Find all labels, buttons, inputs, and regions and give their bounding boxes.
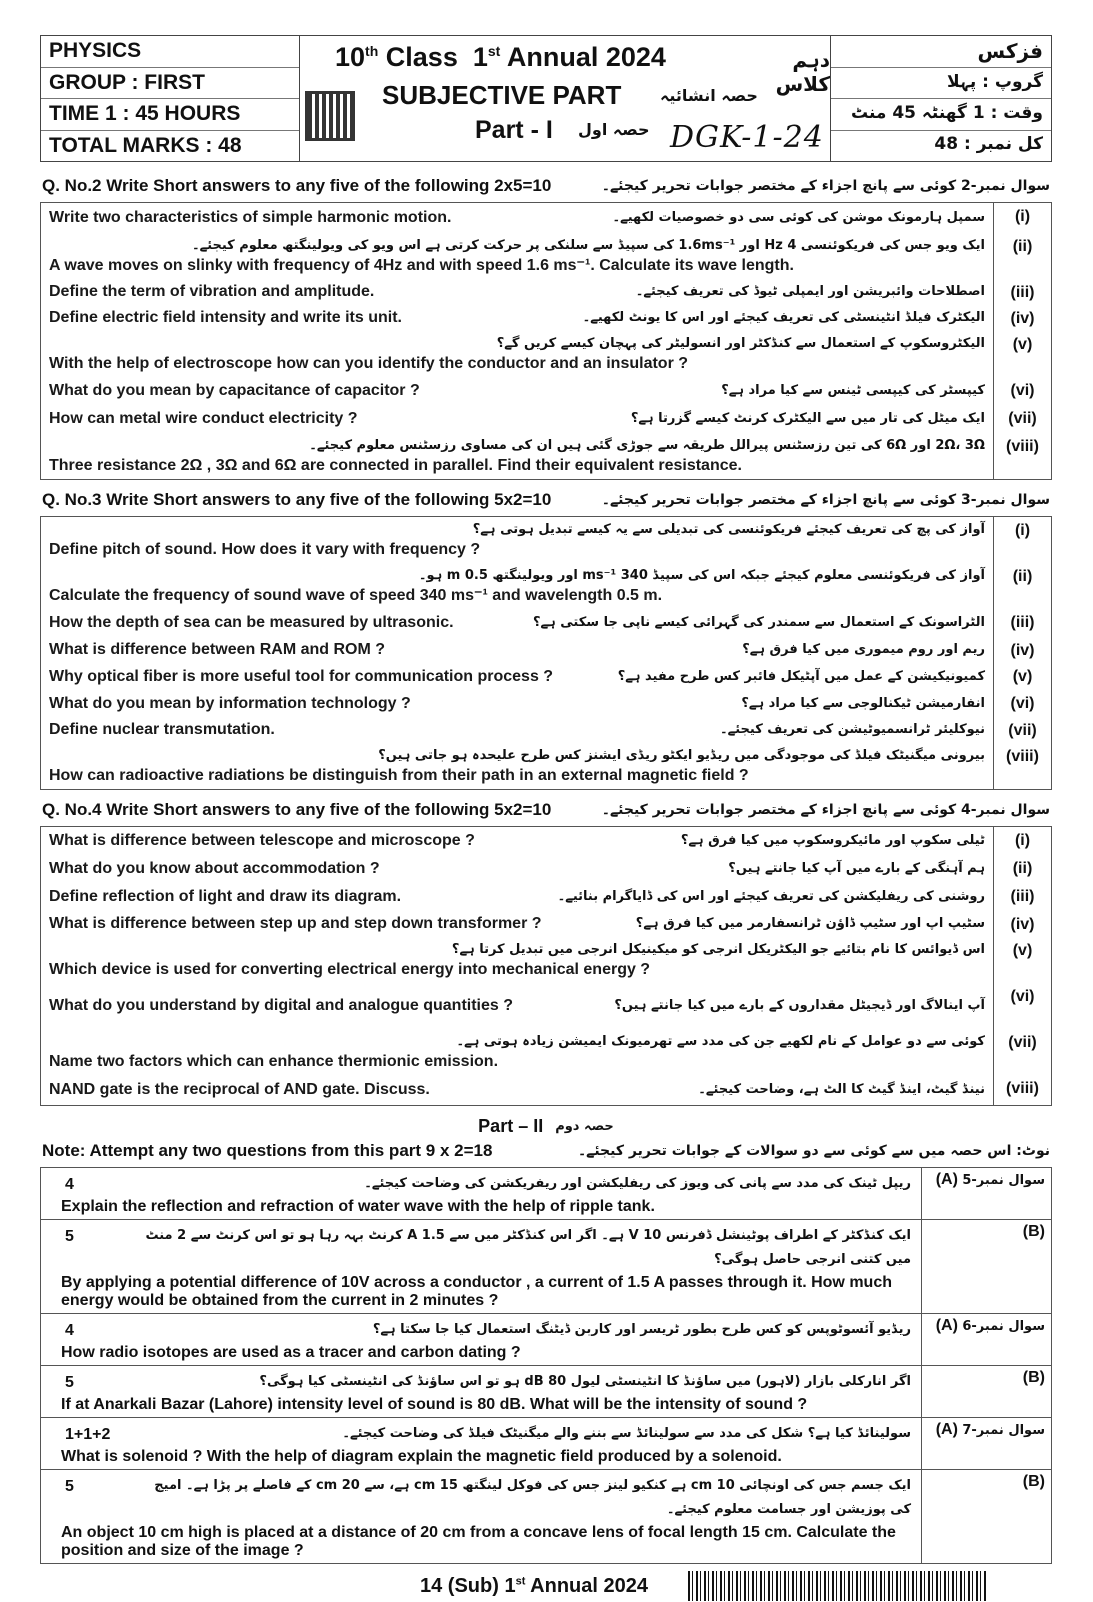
question-urdu: ریپل ٹینک کی مدد سے پانی کی ویوز کی ریفلیکشن اور ریفریکشن کی وضاحت کیجئے۔ [364,1176,911,1191]
annual-number: 1 [472,42,488,72]
group: GROUP : FIRST [41,68,299,100]
class-word: Class [385,42,458,72]
question-urdu: ٹیلی سکوپ اور مائیکروسکوپ میں کیا فرق ہے؟ [680,833,985,848]
question-english: What is difference between telescope and microscope ? [49,832,475,849]
question-english: Name two factors which can enhance thermionic emission. [49,1053,499,1070]
question-item [41,563,1051,609]
question-number: (ii) [993,563,1051,609]
question-item [41,937,1051,983]
question-item [41,331,1051,377]
question-english: What is difference between RAM and ROM ? [49,641,386,658]
question-number: (i) [993,827,1051,855]
question-urdu: ایک جسم جس کی اونچائی 10 cm ہے کنکیو لینز جس کی فوکل لینگتھ 15 cm ہے، سے 20 cm کے فاصلے پر پڑا ہے۔ امیج کی پوزیشن اور جسامت معلوم کیجئے۔ [154,1478,911,1517]
q2-questions [40,202,1052,480]
time-urdu: وقت : 1 گھنٹہ 45 منٹ [831,99,1051,131]
question-part: (A) [935,1171,958,1188]
question-urdu: ایک ویو جس کی فریکوئنسی 4 Hz اور 1.6ms⁻¹ کی سپیڈ سے سلنکی پر حرکت کرتی ہے اس ویو کی ویولینگتھ معلوم کیجئے۔ [191,238,985,253]
part-one: Part - I [475,116,553,144]
question-urdu: اصطلاحات وائبریشن اور ایمپلی ٹیوڈ کی تعریف کیجئے۔ [635,284,985,299]
question-english: NAND gate is the reciprocal of AND gate. Discuss. [49,1081,430,1098]
time: TIME 1 : 45 HOURS [41,99,299,131]
q3-heading-urdu: سوال نمبر-3 کوئی سے پانچ اجزاء کے مختصر جوابات تحریر کیجئے۔ [601,492,1050,508]
question-label [921,1366,1051,1417]
question-english: How can metal wire conduct electricity ? [49,410,358,427]
question-item [41,517,1051,563]
question-urdu: سٹیپ اپ اور سٹیپ ڈاؤن ٹرانسفارمر میں کیا فرق ہے؟ [635,916,985,931]
question-urdu: بیرونی میگنیٹک فیلڈ کی موجودگی میں ریڈیو ایکٹو ریڈی ایشنز کس طرح علیحدہ ہو جاتی ہیں؟ [378,748,985,763]
class-sup: th [365,43,379,59]
qr-code-icon [305,91,355,141]
question-number: (iv) [993,305,1051,331]
question-number: (v) [993,937,1051,983]
question-english: Define the term of vibration and amplitude. [49,283,375,300]
question-number: (iii) [993,883,1051,911]
question-item [41,743,1051,789]
subject: PHYSICS [41,36,299,68]
question-urdu: اگر انارکلی بازار (لاہور) میں ساؤنڈ کا انٹینسٹی لیول 80 dB ہو تو اس ساؤنڈ کی انٹینسٹی کیا ہوگی؟ [259,1374,911,1389]
question-urdu: آواز کی فریکوئنسی معلوم کیجئے جبکہ اس کی سپیڈ 340 ms⁻¹ اور ویولینگتھ 0.5 m ہو۔ [418,568,985,583]
long-question-row [41,1418,1051,1470]
footer-prefix: 14 (Sub) 1 [420,1574,516,1597]
question-urdu: کیپسٹر کی کیپسی ٹینس سے کیا مراد ہے؟ [721,383,985,398]
question-urdu: سمپل ہارمونک موشن کی کوئی سی دو خصوصیات لکھیے۔ [612,210,985,225]
question-marks: 5 [65,1228,74,1245]
question-part: (A) [935,1421,958,1438]
footer-sup: st [515,1574,526,1587]
long-question-row [41,1220,1051,1314]
handwritten-code: DGK-1-24 [670,120,824,155]
question-part: (A) [935,1317,958,1334]
question-urdu: ایک کنڈکٹر کے اطراف پوٹینشل ڈفرنس 10 V ہے۔ اگر اس کنڈکٹر میں سے 1.5 A کرنٹ بہہ رہا ہو تو اس کرنٹ سے 2 منٹ میں کتنی انرجی حاصل ہوگی؟ [145,1228,911,1267]
question-number: (i) [993,203,1051,233]
question-english: What do you mean by capacitance of capacitor ? [49,382,420,399]
question-urdu: کمیونیکیشن کے عمل میں آپٹیکل فائبر کس طرح مفید ہے؟ [617,668,985,684]
question-item [41,663,1051,690]
question-number: (vi) [993,690,1051,717]
barcode-icon [688,1571,988,1601]
question-item [41,279,1051,305]
question-urdu: ہم آہنگی کے بارے میں آپ کیا جانتے ہیں؟ [728,861,985,876]
q4-heading-urdu: سوال نمبر-4 کوئی سے پانچ اجزاء کے مختصر جوابات تحریر کیجئے۔ [601,802,1050,818]
question-item [41,855,1051,883]
question-marks: 5 [65,1374,74,1391]
question-english: Write two characteristics of simple harmonic motion. [49,209,452,226]
question-english: How the depth of sea can be measured by ultrasonic. [49,614,454,631]
question-urdu: سولینائڈ کیا ہے؟ شکل کی مدد سے سولینائڈ سے بننے والے میگنیٹک فیلڈ کی وضاحت کیجئے۔ [342,1426,911,1441]
question-part: (B) [1022,1369,1045,1386]
question-english: What is difference between step up and step down transformer ? [49,915,542,932]
part-two-questions [40,1167,1052,1564]
exam-title [335,42,666,73]
question-number: (vii) [993,405,1051,433]
question-marks: 4 [65,1176,74,1193]
question-number: (vi) [993,377,1051,405]
question-urdu: الٹراسونک کے استعمال سے سمندر کی گہرائی کیسے ناپی جا سکتی ہے؟ [532,615,985,630]
question-number: (viii) [993,433,1051,479]
subjective-urdu: حصہ انشائیہ [660,86,758,105]
question-number: (iii) [993,279,1051,305]
question-english: Why optical fiber is more useful tool for communication process ? [49,667,554,685]
footer-row [40,1570,1052,1602]
question-label [921,1220,1051,1313]
q4-heading-row [42,800,1050,820]
question-item [41,1029,1051,1075]
question-urdu: ریڈیو آئسوٹوپس کو کس طرح بطور ٹریسر اور کاربن ڈیٹنگ استعمال کیا جا سکتا ہے؟ [372,1322,911,1337]
question-number: (vi) [993,983,1051,1029]
question-english: What do you know about accommodation ? [49,860,380,877]
question-number-urdu: سوال نمبر-7 [962,1423,1045,1438]
part-one-urdu: حصہ اول [578,120,650,139]
question-urdu: نینڈ گیٹ، اینڈ گیٹ کا الٹ ہے، وضاحت کیجئے۔ [698,1082,985,1097]
question-marks: 1+1+2 [65,1426,111,1443]
question-label [921,1418,1051,1469]
q4-heading: Q. No.4 Write Short answers to any five of the following 5x2=10 [42,800,552,819]
question-number: (v) [993,331,1051,377]
question-english: Which device is used for converting electrical energy into mechanical energy ? [49,961,651,978]
question-urdu: انفارمیشن ٹیکنالوجی سے کیا مراد ہے؟ [741,695,985,711]
question-number: (vii) [993,717,1051,743]
question-part: (B) [1022,1473,1045,1490]
question-item [41,433,1051,479]
class-urdu: دہم کلاس [775,48,830,96]
long-question-row [41,1366,1051,1418]
class-number: 10 [335,42,366,72]
subjective-part: SUBJECTIVE PART [382,80,622,110]
long-question-row [41,1470,1051,1563]
question-english: How radio isotopes are used as a tracer and carbon dating ? [61,1344,521,1361]
q3-questions [40,516,1052,790]
question-item [41,883,1051,911]
question-urdu: 2Ω، 3Ω اور 6Ω کی تین رزسٹنس پیرالل طریقہ سے جوڑی گئی ہیں ان کی مساوی رزسٹنس معلوم کیجئے۔ [309,438,985,453]
question-item [41,911,1051,937]
header-title-block [300,35,830,162]
q3-heading-row [42,490,1050,510]
annual-year: Annual 2024 [506,42,666,72]
question-item [41,203,1051,233]
part-two-title-row [40,1116,1052,1137]
question-number: (iii) [993,609,1051,637]
question-english: What do you understand by digital and analogue quantities ? [49,997,514,1014]
marks-urdu: کل نمبر : 48 [934,133,1043,154]
long-question-row [41,1168,1051,1220]
question-item [41,983,1051,1029]
question-item [41,609,1051,637]
question-urdu: الیکٹرک فیلڈ انٹینسٹی کی تعریف کیجئے اور اس کا یونٹ لکھیے۔ [582,310,985,325]
question-english: Define reflection of light and draw its diagram. [49,888,402,905]
question-number: (i) [993,517,1051,563]
question-english: With the help of electroscope how can you identify the conductor and an insulator ? [49,355,689,372]
question-label [921,1168,1051,1219]
question-item [41,305,1051,331]
question-english: How can radioactive radiations be distinguish from their path in an external magnetic field ? [49,767,749,784]
question-urdu: ایک میٹل کی تار میں سے الیکٹرک کرنٹ کیسے گزرتا ہے؟ [630,411,985,426]
question-urdu: آپ اینالاگ اور ڈیجیٹل مقداروں کے بارے میں کیا جانتے ہیں؟ [614,998,985,1013]
question-urdu: ریم اور روم میموری میں کیا فرق ہے؟ [742,642,985,657]
q2-heading-row [42,176,1050,196]
exam-body [40,172,1052,1602]
question-item [41,1075,1051,1105]
part-two-note-row [42,1141,1050,1161]
question-urdu: الیکٹروسکوپ کے استعمال سے کنڈکٹر اور انسولیٹر کی پہچان کیسے کریں گے؟ [496,336,985,351]
question-number: (ii) [993,233,1051,279]
question-english: Define nuclear transmutation. [49,721,275,738]
question-part: (B) [1022,1223,1045,1240]
question-number-urdu: سوال نمبر-5 [962,1173,1045,1188]
question-urdu: اس ڈیوائس کا نام بتائیے جو الیکٹریکل انرجی کو میکینیکل انرجی میں تبدیل کرتا ہے؟ [451,942,985,957]
question-urdu: روشنی کی ریفلیکشن کی تعریف کیجئے اور اس کی ڈایاگرام بنائیے۔ [557,889,985,904]
footer-rest: Annual 2024 [525,1574,648,1597]
long-question-row [41,1314,1051,1366]
part-two-note: Note: Attempt any two questions from this part 9 x 2=18 [42,1141,493,1160]
question-english: Define pitch of sound. How does it vary with frequency ? [49,541,481,558]
q2-heading: Q. No.2 Write Short answers to any five of the following 2x5=10 [42,176,552,195]
group-urdu: گروپ : پہلا [831,68,1051,100]
question-english: An object 10 cm high is placed at a distance of 20 cm from a concave lens of focal length 15 cm. Calculate the position and size of the image ? [61,1524,896,1559]
part-two-title: Part – II [478,1116,544,1136]
question-item [41,405,1051,433]
annual-sup: st [487,43,501,59]
part-two-note-urdu: نوٹ: اس حصہ میں سے کوئی سے دو سوالات کے جوابات تحریر کیجئے۔ [577,1143,1050,1159]
question-english: If at Anarkali Bazar (Lahore) intensity level of sound is 80 dB. What will be the intensity of sound ? [61,1396,808,1413]
question-number: (ii) [993,855,1051,883]
question-english: A wave moves on slinky with frequency of 4Hz and with speed 1.6 ms⁻¹. Calculate its wave length. [49,257,794,274]
question-english: Three resistance 2Ω , 3Ω and 6Ω are connected in parallel. Find their equivalent resistance. [49,457,742,474]
q4-questions [40,826,1052,1106]
total-marks: TOTAL MARKS : 48 [49,133,242,157]
question-number: (viii) [993,1075,1051,1105]
question-english: Explain the reflection and refraction of water wave with the help of ripple tank. [61,1198,655,1215]
question-number: (iv) [993,637,1051,663]
footer-code [420,1575,648,1598]
question-urdu: نیوکلیئر ٹرانسمیوٹیشن کی تعریف کیجئے۔ [720,722,985,737]
question-number: (iv) [993,911,1051,937]
header-info-urdu [830,35,1052,162]
question-item [41,233,1051,279]
part-two-title-urdu: حصہ دوم [555,1119,614,1134]
question-english: Define electric field intensity and write its unit. [49,309,402,326]
subject-urdu: فزکس [831,36,1051,68]
question-english: By applying a potential difference of 10V across a conductor , a current of 1.5 A passes through it. How much energy would be obtained from the current in 2 minutes ? [61,1274,892,1309]
question-urdu: آواز کی پچ کی تعریف کیجئے فریکوئنسی کی تبدیلی سے یہ کیسے تبدیل ہوتی ہے؟ [472,522,985,537]
question-marks: 5 [65,1478,74,1495]
question-marks: 4 [65,1322,74,1339]
question-item [41,690,1051,717]
question-english: What do you mean by information technology ? [49,694,411,712]
question-number-urdu: سوال نمبر-6 [962,1319,1045,1334]
question-item [41,717,1051,743]
question-item [41,377,1051,405]
question-english: What is solenoid ? With the help of diagram explain the magnetic field produced by a solenoid. [61,1448,782,1465]
question-label [921,1470,1051,1563]
question-number: (v) [993,663,1051,690]
question-number: (viii) [993,743,1051,789]
question-number: (vii) [993,1029,1051,1075]
question-item [41,827,1051,855]
question-label [921,1314,1051,1365]
q3-heading: Q. No.3 Write Short answers to any five of the following 5x2=10 [42,490,552,509]
header-info-english [40,35,300,162]
question-english: Calculate the frequency of sound wave of speed 340 ms⁻¹ and wavelength 0.5 m. [49,587,663,604]
question-urdu: کوئی سے دو عوامل کے نام لکھیے جن کی مدد سے تھرمیونک ایمیشن زیادہ ہوتی ہے۔ [456,1034,985,1049]
question-item [41,637,1051,663]
q2-heading-urdu: سوال نمبر-2 کوئی سے پانچ اجزاء کے مختصر جوابات تحریر کیجئے۔ [601,178,1050,194]
